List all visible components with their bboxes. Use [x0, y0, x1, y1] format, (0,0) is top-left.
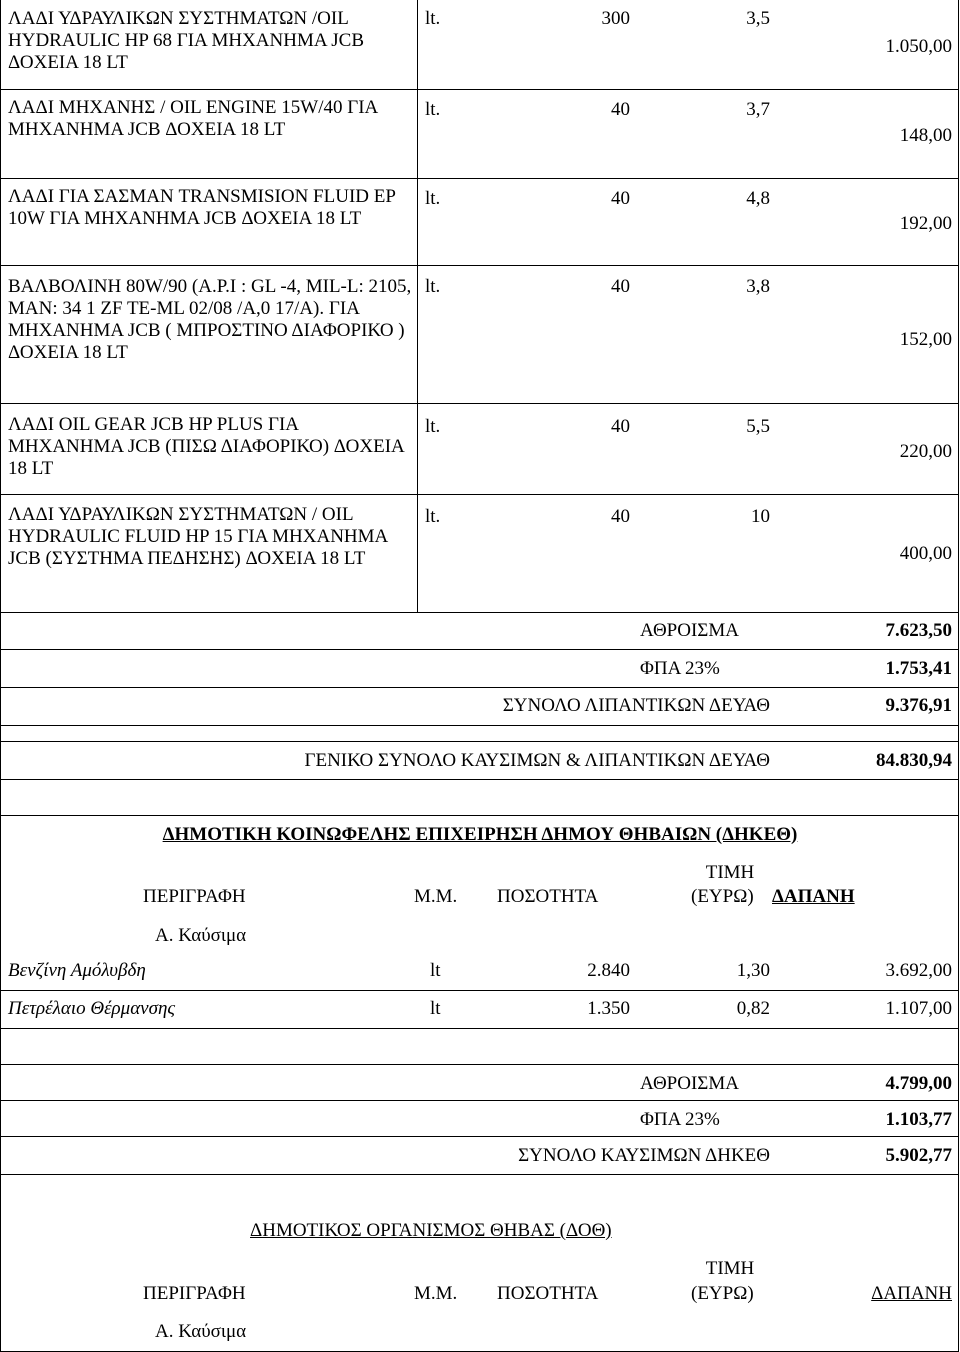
doth-title: ΔΗΜΟΤΙΚΟΣ ΟΡΓΑΝΙΣΜΟΣ ΘΗΒΑΣ (ΔΟΘ) [250, 1220, 612, 1241]
dhkeo-row-1-desc: Βενζίνη Αμόλυβδη [8, 960, 146, 981]
grand-total-value: 84.830,94 [876, 750, 952, 771]
dhkeo-header-price2: (ΕΥΡΩ) [691, 886, 754, 907]
dhkeo-vat-value: 1.103,77 [885, 1109, 952, 1130]
dhkeo-header-qty: ΠΟΣΟΤΗΤΑ [497, 886, 599, 907]
lubricant-row-3-unit: lt. [425, 188, 441, 209]
doth-header-unit: Μ.Μ. [414, 1283, 458, 1304]
lubricant-row-4-unit: lt. [425, 276, 441, 297]
doth-header-qty: ΠΟΣΟΤΗΤΑ [497, 1283, 599, 1304]
dhkeo-category: Α. Καύσιμα [155, 925, 247, 946]
dhkeo-row-2-unit: lt [430, 998, 441, 1019]
lubricant-row-3-total: 192,00 [899, 213, 952, 234]
lubricant-row-4-qty: 40 [611, 276, 630, 297]
dhkeo-sum-value: 4.799,00 [885, 1073, 952, 1094]
dhkeo-row-1-unit: lt [430, 960, 441, 981]
dhkeo-row-1-total: 3.692,00 [885, 960, 952, 981]
lubricant-row-5-unit: lt. [425, 416, 441, 437]
dhkeo-sum-label: ΑΘΡΟΙΣΜΑ [640, 1073, 739, 1094]
lubricant-row-1-price: 3,5 [746, 8, 770, 29]
lubricants-sum-label: ΑΘΡΟΙΣΜΑ [640, 620, 739, 641]
dhkeo-row-2-qty: 1.350 [587, 998, 630, 1019]
lubricant-row-6-desc: ΛΑΔΙ ΥΔΡΑΥΛΙΚΩΝ ΣΥΣΤΗΜΑΤΩΝ / OIL HYDRAULIC FLUID HP 15 ΓΙΑ ΜΗΧΑΝΗΜΑ JCB (ΣΥΣΤΗΜΑ ΠΕΔΗΣΗΣ) ΔΟΧΕΙΑ 18 LT [8, 504, 388, 569]
dhkeo-row-2-total: 1.107,00 [885, 998, 952, 1019]
lubricant-row-5-total: 220,00 [899, 441, 952, 462]
lubricants-sum-value: 7.623,50 [885, 620, 952, 641]
dhkeo-header-total: ΔΑΠΑΝΗ [772, 886, 855, 907]
lubricant-row-5-qty: 40 [611, 416, 630, 437]
lubricant-row-2-price: 3,7 [746, 99, 770, 120]
lubricants-total-label: ΣΥΝΟΛΟ ΛΙΠΑΝΤΙΚΩΝ ΔΕΥΑΘ [502, 695, 770, 716]
lubricant-row-6-unit: lt. [425, 506, 441, 527]
lubricant-row-2-desc: ΛΑΔΙ ΜΗΧΑΝΗΣ / OIL ENGINE 15W/40 ΓΙΑ ΜΗΧΑΝΗΜΑ JCB ΔΟΧΕΙΑ 18 LT [8, 97, 378, 140]
lubricants-vat-value: 1.753,41 [885, 658, 952, 679]
lubricant-row-2-qty: 40 [611, 99, 630, 120]
dhkeo-row-1-price: 1,30 [736, 960, 770, 981]
doth-header-price2: (ΕΥΡΩ) [691, 1283, 754, 1304]
lubricants-total-value: 9.376,91 [885, 695, 952, 716]
lubricant-row-6-qty: 40 [611, 506, 630, 527]
lubricant-row-2-total: 148,00 [899, 125, 952, 146]
doth-header-desc: ΠΕΡΙΓΡΑΦΗ [143, 1283, 246, 1304]
lubricant-row-2-unit: lt. [425, 99, 441, 120]
dhkeo-row-1-qty: 2.840 [587, 960, 630, 981]
lubricant-row-4-desc: ΒΑΛΒΟΛΙΝΗ 80W/90 (A.P.I : GL -4, MIL-L: 2105, MAN: 34 1 ZF TE-ML 02/08 /A,0 17/A). ΓΙΑ ΜΗΧΑΝΗΜΑ JCB ( ΜΠΡΟΣΤΙΝΟ ΔΙΑΦΟΡΙΚΟ ) ΔΟΧΕΙΑ 18 LT [8, 276, 412, 363]
dhkeo-header-unit: Μ.Μ. [414, 886, 458, 907]
doth-header-total: ΔΑΠΑΝΗ [871, 1283, 952, 1304]
dhkeo-title: ΔΗΜΟΤΙΚΗ ΚΟΙΝΩΦΕΛΗΣ ΕΠΙΧΕΙΡΗΣΗ ΔΗΜΟΥ ΘΗΒΑΙΩΝ (ΔΗΚΕΘ) [162, 824, 798, 845]
dhkeo-header-desc: ΠΕΡΙΓΡΑΦΗ [143, 886, 246, 907]
lubricants-vat-label: ΦΠΑ 23% [640, 658, 720, 679]
dhkeo-total-value: 5.902,77 [885, 1145, 952, 1166]
lubricant-row-5-price: 5,5 [746, 416, 770, 437]
lubricant-row-5-desc: ΛΑΔΙ OIL GEAR JCB HP PLUS ΓΙΑ ΜΗΧΑΝΗΜΑ JCB (ΠΙΣΩ ΔΙΑΦΟΡΙΚΟ) ΔΟΧΕΙΑ 18 LT [8, 414, 404, 479]
dhkeo-row-2-price: 0,82 [736, 998, 770, 1019]
dhkeo-total-label: ΣΥΝΟΛΟ ΚΑΥΣΙΜΩΝ ΔΗΚΕΘ [518, 1145, 770, 1166]
lubricant-row-4-price: 3,8 [746, 276, 770, 297]
lubricant-row-6-total: 400,00 [899, 543, 952, 564]
lubricant-row-6-price: 10 [751, 506, 770, 527]
doth-header-price1: ΤΙΜΗ [705, 1258, 755, 1279]
dhkeo-vat-label: ΦΠΑ 23% [640, 1109, 720, 1130]
lubricant-row-1-unit: lt. [425, 8, 441, 29]
lubricant-row-3-qty: 40 [611, 188, 630, 209]
lubricant-row-3-desc: ΛΑΔΙ ΓΙΑ ΣΑΣΜΑΝ TRANSMISION FLUID EP 10W ΓΙΑ ΜΗΧΑΝΗΜΑ JCB ΔΟΧΕΙΑ 18 LT [8, 186, 396, 229]
dhkeo-header-price1: ΤΙΜΗ [705, 862, 755, 883]
dhkeo-row-2-desc: Πετρέλαιο Θέρμανσης [8, 998, 176, 1019]
lubricant-row-1-qty: 300 [601, 8, 630, 29]
lubricant-row-4-total: 152,00 [899, 329, 952, 350]
grand-total-label: ΓΕΝΙΚΟ ΣΥΝΟΛΟ ΚΑΥΣΙΜΩΝ & ΛΙΠΑΝΤΙΚΩΝ ΔΕΥΑΘ [304, 750, 770, 771]
lubricant-row-1-total: 1.050,00 [885, 36, 952, 57]
lubricant-row-3-price: 4,8 [746, 188, 770, 209]
lubricant-row-1-desc: ΛΑΔΙ ΥΔΡΑΥΛΙΚΩΝ ΣΥΣΤΗΜΑΤΩΝ /OIL HYDRAULIC HP 68 ΓΙΑ ΜΗΧΑΝΗΜΑ JCB ΔΟΧΕΙΑ 18 LT [8, 8, 365, 73]
doth-category: Α. Καύσιμα [155, 1321, 247, 1342]
